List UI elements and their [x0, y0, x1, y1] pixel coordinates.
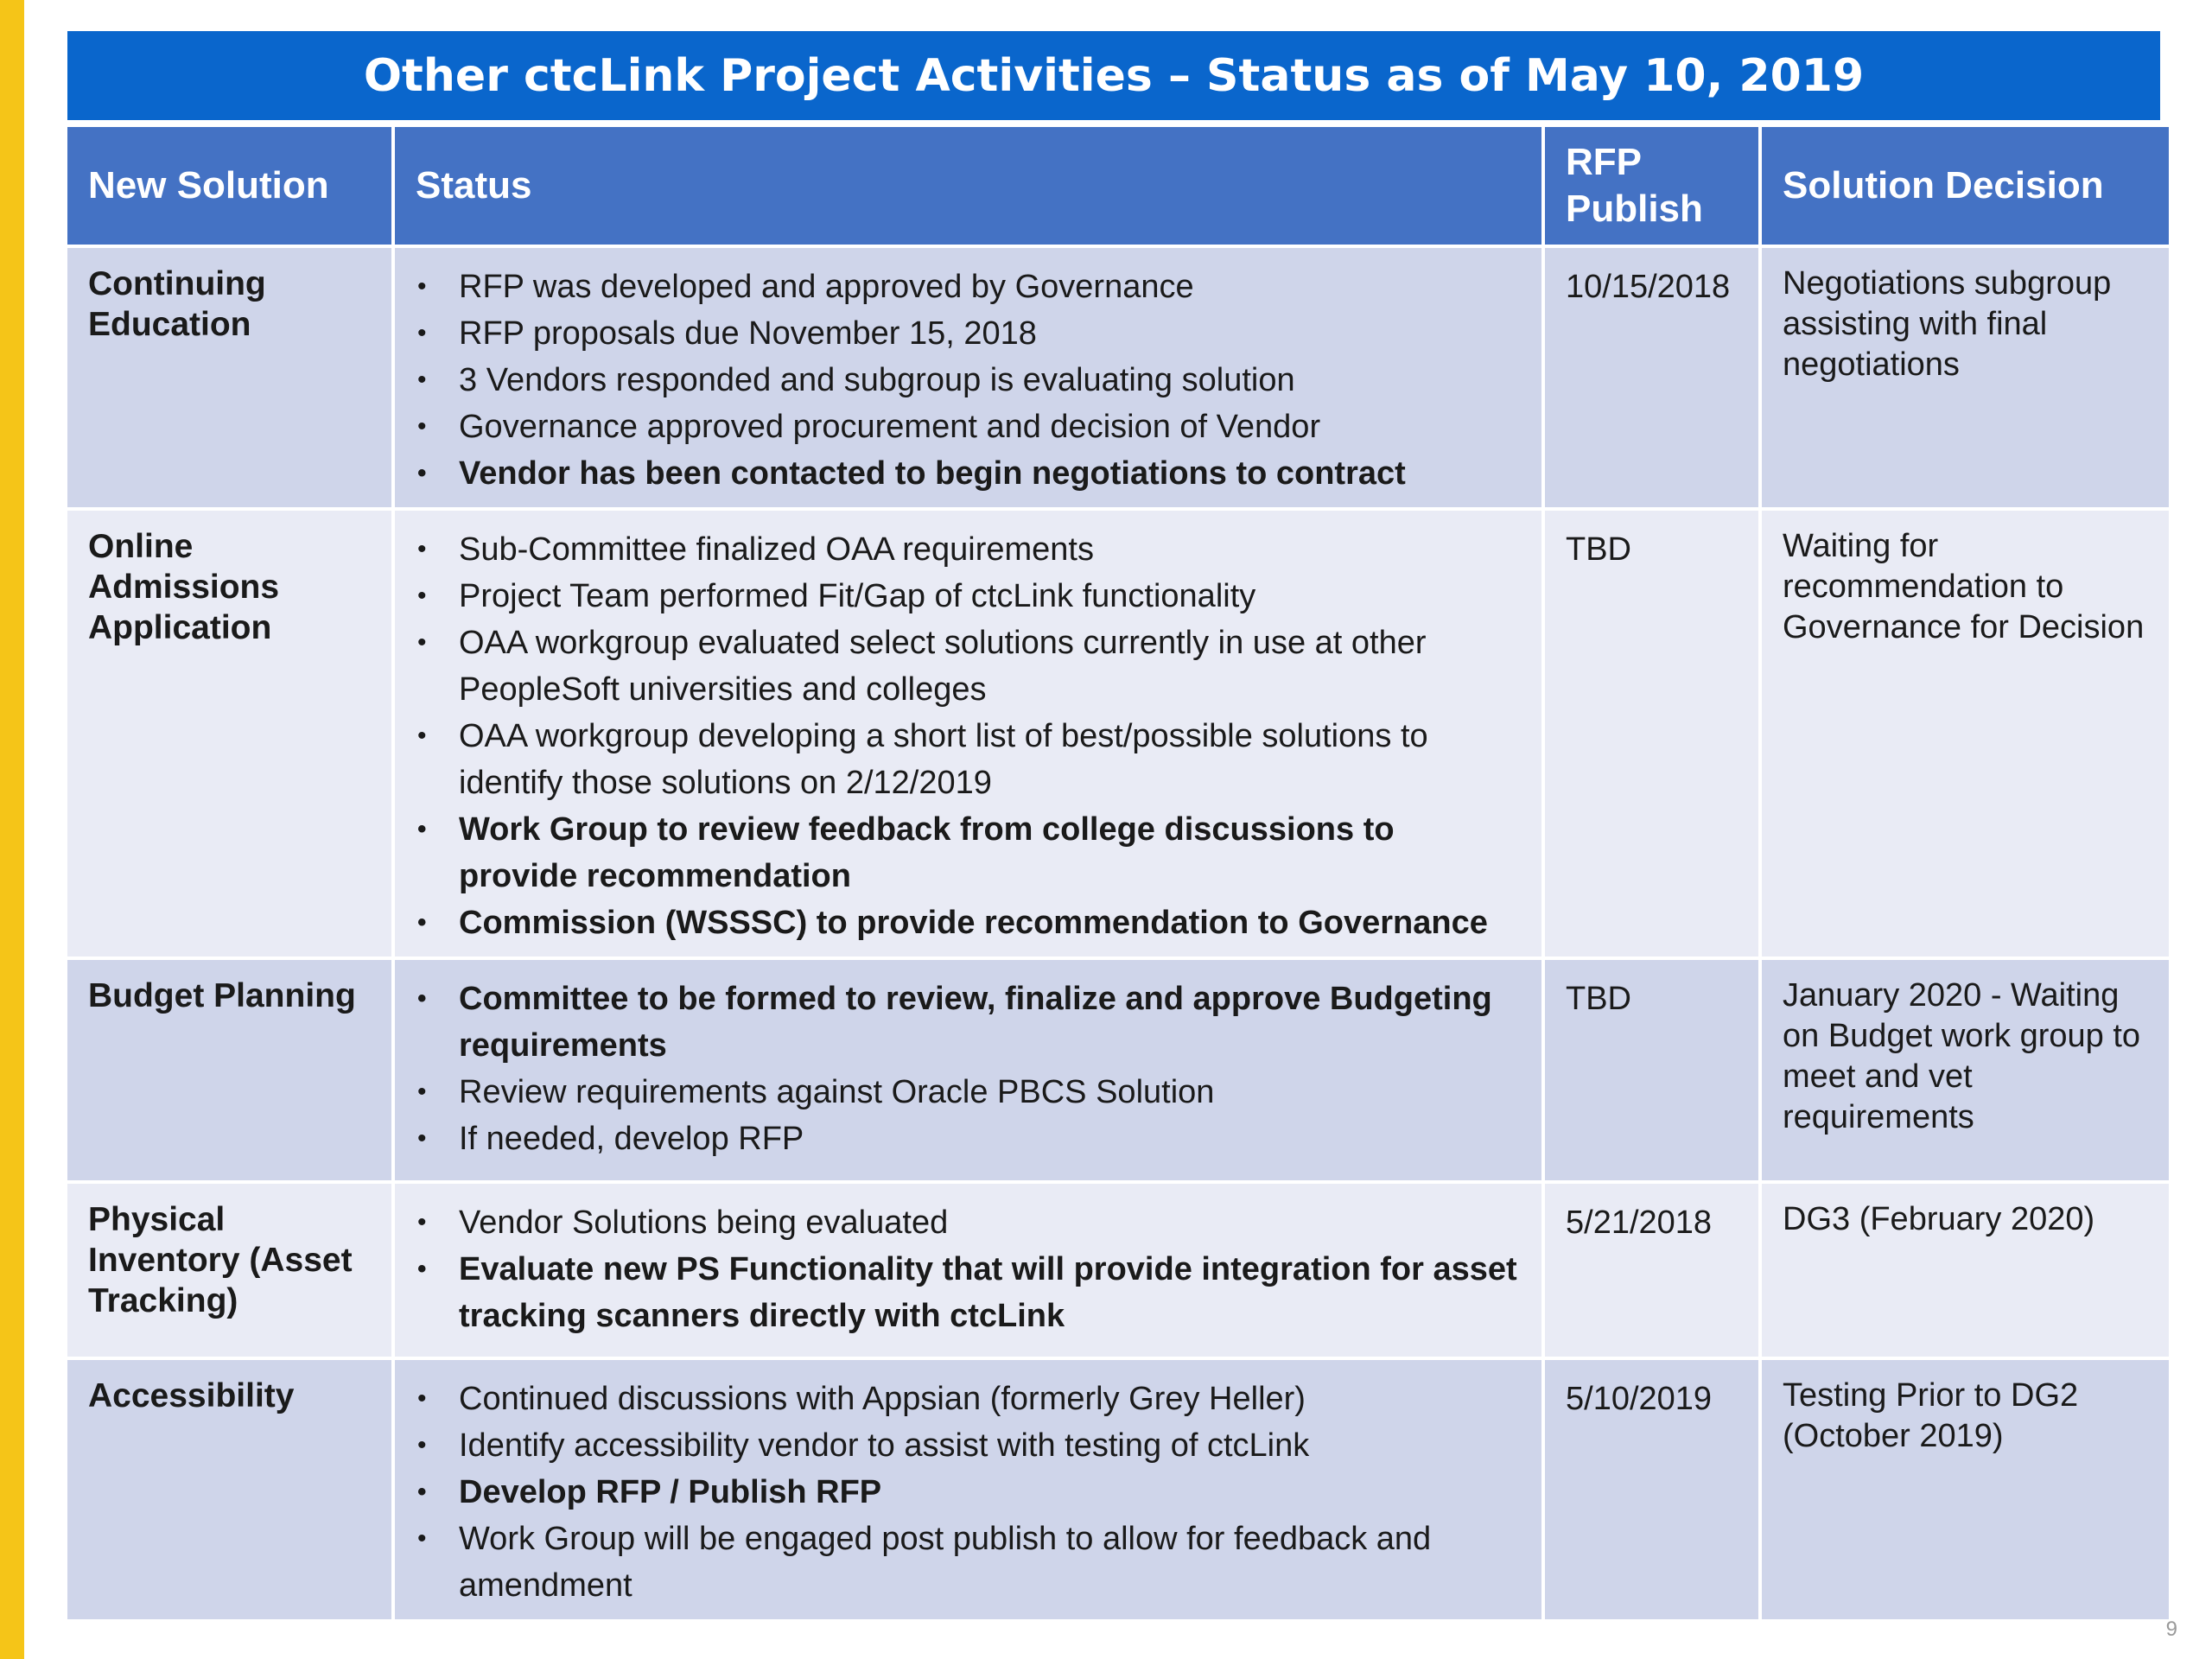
solution-cell: Accessibility — [67, 1360, 391, 1619]
status-cell — [395, 960, 1541, 1180]
status-item: • Project Team performed Fit/Gap of ctcLink functionality — [416, 573, 1521, 620]
slide-title: Other ctcLink Project Activities – Status as of May 10, 2019 — [363, 49, 1865, 102]
status-item: • Develop RFP / Publish RFP — [416, 1469, 1521, 1516]
status-list — [416, 1199, 1521, 1339]
status-item: • OAA workgroup developing a short list of best/possible solutions to identify those solutions on 2/12/2019 — [416, 713, 1521, 806]
status-list — [416, 1376, 1521, 1609]
status-item: • Work Group to review feedback from college discussions to provide recommendation — [416, 806, 1521, 899]
status-item: • RFP proposals due November 15, 2018 — [416, 310, 1521, 357]
status-cell — [395, 248, 1541, 507]
status-item: • 3 Vendors responded and subgroup is evaluating solution — [416, 357, 1521, 404]
decision-cell: Waiting for recommendation to Governance for Decision — [1762, 511, 2169, 957]
table-header-row — [67, 127, 2169, 245]
table-row — [67, 960, 2169, 1180]
status-item: • Vendor Solutions being evaluated — [416, 1199, 1521, 1246]
rfp-date-cell: 5/21/2018 — [1545, 1184, 1758, 1357]
header-solution-decision: Solution Decision — [1762, 127, 2169, 245]
status-cell — [395, 511, 1541, 957]
status-table — [64, 124, 2172, 1623]
left-accent-bar — [0, 0, 24, 1659]
header-status: Status — [395, 127, 1541, 245]
status-item: • Continued discussions with Appsian (formerly Grey Heller) — [416, 1376, 1521, 1422]
rfp-date-cell: 10/15/2018 — [1545, 248, 1758, 507]
table-row — [67, 248, 2169, 507]
status-item: • OAA workgroup evaluated select solutions currently in use at other PeopleSoft universities and colleges — [416, 620, 1521, 713]
status-item: • RFP was developed and approved by Governance — [416, 264, 1521, 310]
status-item: • Commission (WSSSC) to provide recommendation to Governance — [416, 899, 1521, 946]
table-row — [67, 1360, 2169, 1619]
status-item: • Governance approved procurement and decision of Vendor — [416, 404, 1521, 450]
header-new-solution: New Solution — [67, 127, 391, 245]
status-item: • Work Group will be engaged post publish to allow for feedback and amendment — [416, 1516, 1521, 1609]
solution-cell: Continuing Education — [67, 248, 391, 507]
status-item: • If needed, develop RFP — [416, 1116, 1521, 1162]
solution-cell: Budget Planning — [67, 960, 391, 1180]
status-item: • Committee to be formed to review, finalize and approve Budgeting requirements — [416, 976, 1521, 1069]
solution-cell: Online Admissions Application — [67, 511, 391, 957]
solution-cell: Physical Inventory (Asset Tracking) — [67, 1184, 391, 1357]
decision-cell: Testing Prior to DG2 (October 2019) — [1762, 1360, 2169, 1619]
page-number: 9 — [2165, 1618, 2177, 1641]
status-list — [416, 264, 1521, 497]
status-cell — [395, 1184, 1541, 1357]
status-list — [416, 526, 1521, 946]
slide-title-bar — [67, 31, 2160, 120]
rfp-date-cell: TBD — [1545, 511, 1758, 957]
decision-cell: January 2020 - Waiting on Budget work group to meet and vet requirements — [1762, 960, 2169, 1180]
table-row — [67, 511, 2169, 957]
status-item: • Evaluate new PS Functionality that will provide integration for asset tracking scanners directly with ctcLink — [416, 1246, 1521, 1339]
decision-cell: Negotiations subgroup assisting with final negotiations — [1762, 248, 2169, 507]
status-item: • Vendor has been contacted to begin negotiations to contract — [416, 450, 1521, 497]
status-list — [416, 976, 1521, 1162]
decision-cell: DG3 (February 2020) — [1762, 1184, 2169, 1357]
status-item: • Sub-Committee finalized OAA requirements — [416, 526, 1521, 573]
status-item: • Identify accessibility vendor to assist with testing of ctcLink — [416, 1422, 1521, 1469]
rfp-date-cell: TBD — [1545, 960, 1758, 1180]
rfp-date-cell: 5/10/2019 — [1545, 1360, 1758, 1619]
status-cell — [395, 1360, 1541, 1619]
header-rfp-publish: RFP Publish — [1545, 127, 1758, 245]
status-item: • Review requirements against Oracle PBCS Solution — [416, 1069, 1521, 1116]
table-row — [67, 1184, 2169, 1357]
